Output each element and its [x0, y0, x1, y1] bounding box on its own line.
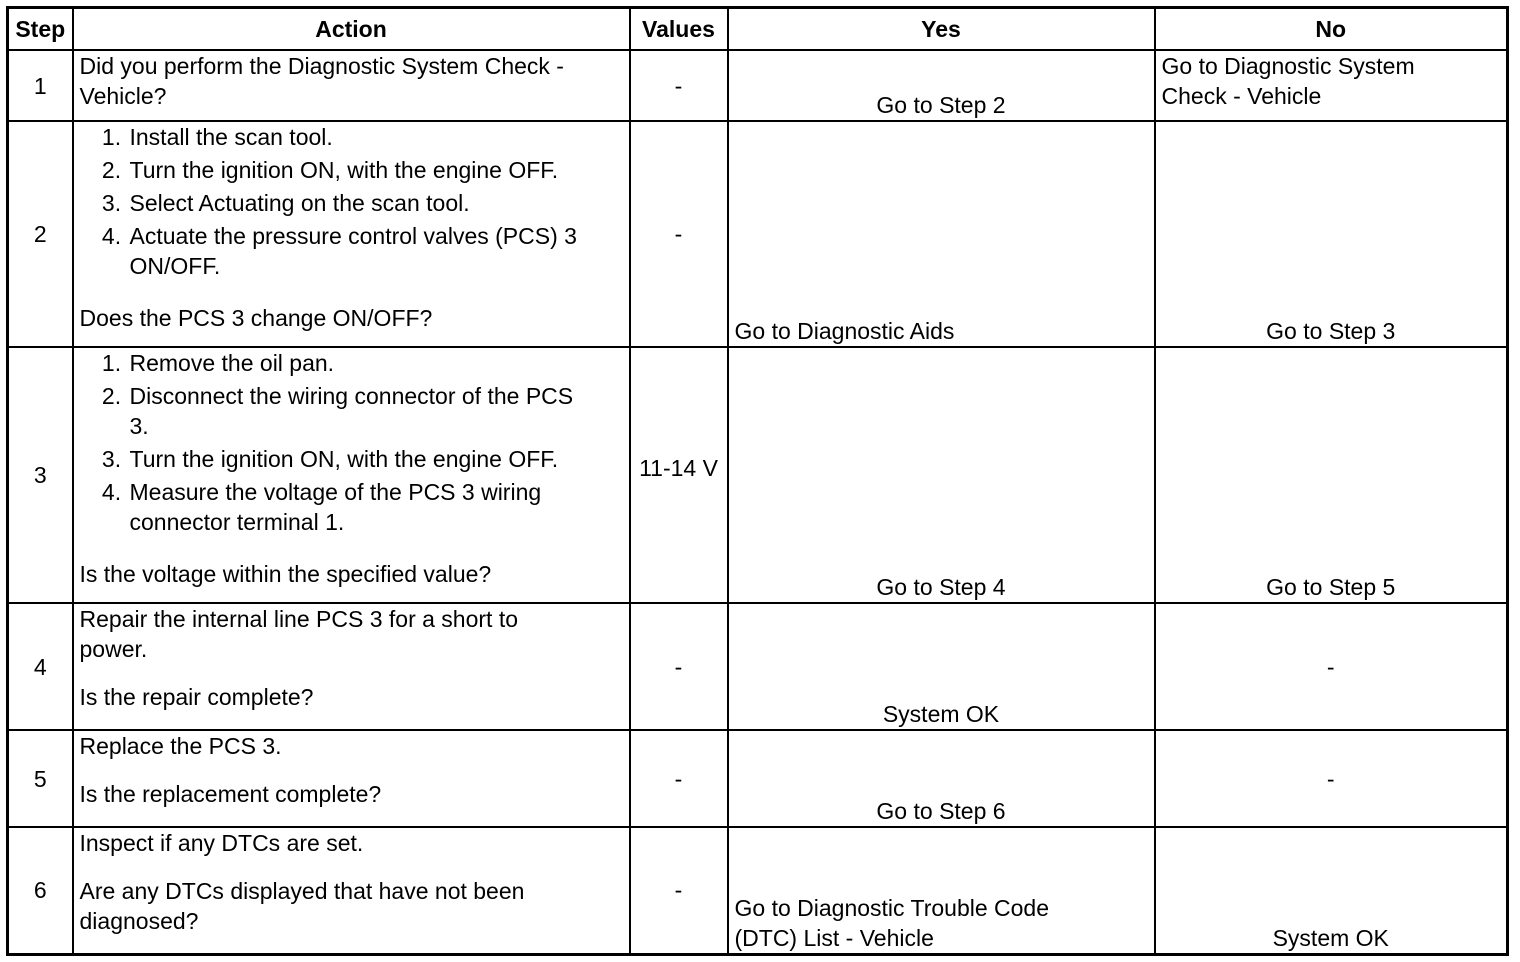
value-cell: 11-14 V [630, 347, 728, 603]
action-text: Repair the internal line PCS 3 for a short to power. [79, 606, 519, 662]
action-cell [73, 50, 630, 121]
header-values: Values [630, 8, 728, 51]
procedure-step: 1. Remove the oil pan. [128, 348, 583, 378]
table-row [8, 730, 1508, 827]
no-cell: - [1155, 730, 1508, 827]
procedure-step: 4. Actuate the pressure control valves (PCS) 3 ON/OFF. [128, 221, 623, 281]
value-cell: - [630, 50, 728, 121]
table-row [8, 827, 1508, 954]
procedure-step: 4. Measure the voltage of the PCS 3 wiring connector terminal 1. [128, 477, 583, 537]
value-cell: - [630, 827, 728, 954]
action-cell [73, 347, 630, 603]
action-question: Is the voltage within the specified value? [79, 561, 492, 587]
header-step: Step [8, 8, 73, 51]
action-cell [73, 121, 630, 347]
yes-cell: Go to Diagnostic Aids [728, 121, 1155, 347]
action-question: Are any DTCs displayed that have not been diagnosed? [79, 878, 525, 934]
no-cell: Go to Diagnostic System Check - Vehicle [1155, 50, 1508, 121]
action-cell [73, 730, 630, 827]
procedure-list [80, 122, 623, 281]
step-number: 2 [8, 121, 73, 347]
header-action: Action [73, 8, 630, 51]
step-number: 4 [8, 603, 73, 730]
procedure-step: 2. Turn the ignition ON, with the engine OFF. [128, 155, 623, 185]
yes-cell: Go to Step 4 [728, 347, 1155, 603]
yes-cell: System OK [728, 603, 1155, 730]
step-number: 1 [8, 50, 73, 121]
procedure-list [80, 348, 623, 537]
procedure-step: 2. Disconnect the wiring connector of the PCS 3. [128, 381, 583, 441]
action-text: Inspect if any DTCs are set. [79, 830, 364, 856]
diagnostic-table [6, 6, 1509, 956]
action-cell [73, 603, 630, 730]
procedure-step: 3. Turn the ignition ON, with the engine OFF. [128, 444, 583, 474]
action-question: Is the replacement complete? [79, 781, 382, 807]
value-cell: - [630, 730, 728, 827]
yes-cell: Go to Step 6 [728, 730, 1155, 827]
table-row [8, 603, 1508, 730]
action-text: Replace the PCS 3. [79, 733, 282, 759]
no-cell: - [1155, 603, 1508, 730]
procedure-step: 3. Select Actuating on the scan tool. [128, 188, 623, 218]
header-yes: Yes [728, 8, 1155, 51]
value-cell: - [630, 121, 728, 347]
step-number: 6 [8, 827, 73, 954]
procedure-step: 1. Install the scan tool. [128, 122, 623, 152]
no-cell: Go to Step 3 [1155, 121, 1508, 347]
table-row [8, 121, 1508, 347]
table-row [8, 347, 1508, 603]
header-no: No [1155, 8, 1508, 51]
yes-cell: Go to Diagnostic Trouble Code (DTC) List - Vehicle [728, 827, 1155, 954]
action-question: Does the PCS 3 change ON/OFF? [79, 305, 433, 331]
no-cell: Go to Step 5 [1155, 347, 1508, 603]
step-number: 5 [8, 730, 73, 827]
action-question: Is the repair complete? [79, 684, 314, 710]
header-row [8, 8, 1508, 51]
no-cell: System OK [1155, 827, 1508, 954]
yes-cell: Go to Step 2 [728, 50, 1155, 121]
step-number: 3 [8, 347, 73, 603]
action-cell [73, 827, 630, 954]
value-cell: - [630, 603, 728, 730]
table-row [8, 50, 1508, 121]
action-text: Did you perform the Diagnostic System Check - Vehicle? [79, 53, 564, 109]
